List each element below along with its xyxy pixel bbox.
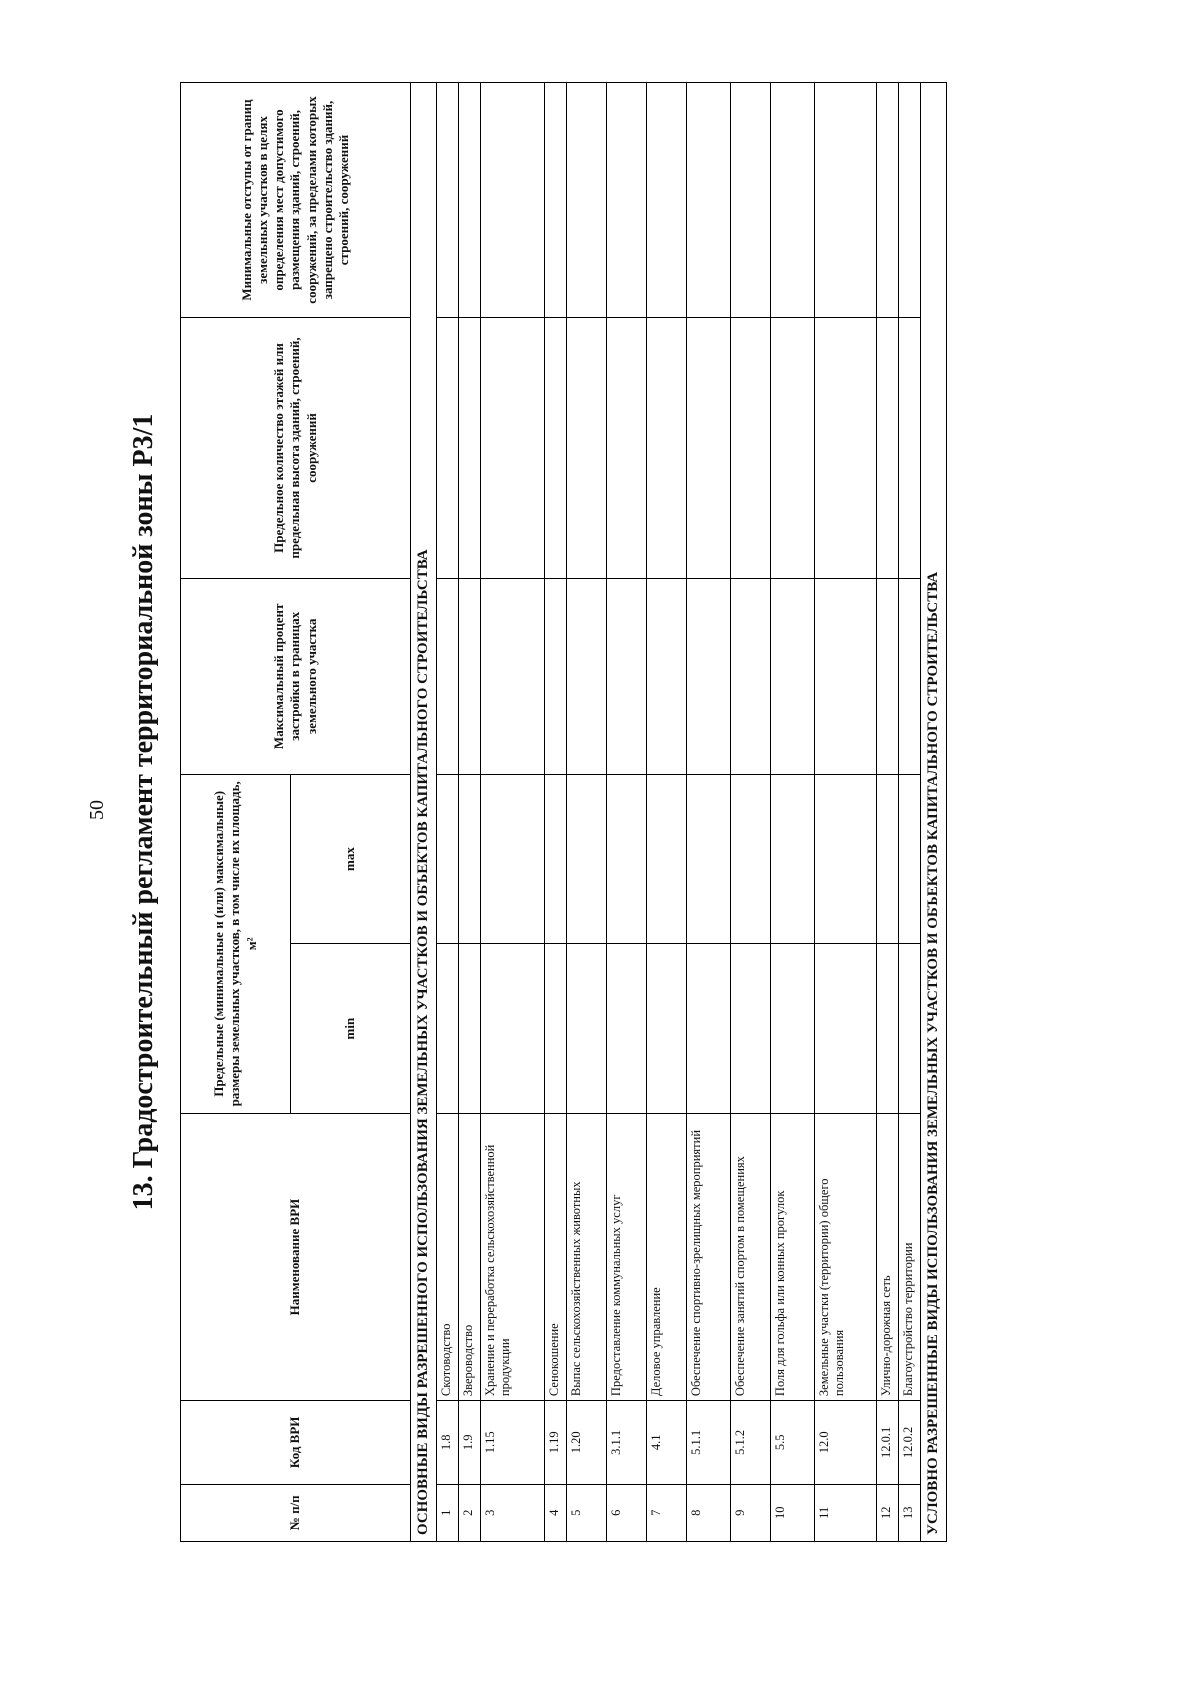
row-empty-cell xyxy=(686,774,730,944)
regulation-table xyxy=(180,82,947,1542)
row-empty-cell xyxy=(646,944,686,1114)
row-empty-cell xyxy=(436,774,458,944)
row-name: Благоустройство территории xyxy=(898,1113,920,1400)
row-num: 13 xyxy=(898,1484,920,1541)
row-empty-cell xyxy=(646,83,686,318)
row-empty-cell xyxy=(770,774,814,944)
row-empty-cell xyxy=(458,944,480,1114)
row-empty-cell xyxy=(686,578,730,774)
header-floors: Предельное количество этажей или предельная высота зданий, строений, сооружений xyxy=(181,317,411,578)
row-code: 5.1.2 xyxy=(730,1401,770,1485)
row-num: 12 xyxy=(876,1484,898,1541)
row-name: Звероводство xyxy=(458,1113,480,1400)
row-num: 3 xyxy=(480,1484,544,1541)
row-empty-cell xyxy=(646,578,686,774)
document-title: 13. Градостроительный регламент территориальной зоны Р3/1 xyxy=(128,413,159,1211)
section-main: ОСНОВНЫЕ ВИДЫ РАЗРЕШЕННОГО ИСПОЛЬЗОВАНИЯ ЗЕМЕЛЬНЫХ УЧАСТКОВ И ОБЪЕКТОВ КАПИТАЛЬНОГО СТРОИТЕЛЬСТВА xyxy=(411,83,437,1542)
row-name: Сенокошение xyxy=(544,1113,566,1400)
row-empty-cell xyxy=(436,578,458,774)
row-empty-cell xyxy=(770,578,814,774)
row-empty-cell xyxy=(686,944,730,1114)
header-max: max xyxy=(291,774,411,944)
page-number: 50 xyxy=(86,800,108,820)
row-empty-cell xyxy=(458,83,480,318)
header-num: № п/п xyxy=(181,1484,411,1541)
row-empty-cell xyxy=(566,578,606,774)
table-row xyxy=(606,83,646,1542)
header-size: Предельные (минимальные и (или) максимальные) размеры земельных участков, в том числе их площадь, м² xyxy=(181,774,291,1113)
row-name: Выпас сельскохозяйственных животных xyxy=(566,1113,606,1400)
table-row xyxy=(770,83,814,1542)
table-row xyxy=(814,83,876,1542)
table-row xyxy=(898,83,920,1542)
row-empty-cell xyxy=(770,944,814,1114)
row-code: 12.0.2 xyxy=(898,1401,920,1485)
table-row xyxy=(646,83,686,1542)
row-empty-cell xyxy=(458,774,480,944)
row-empty-cell xyxy=(876,578,898,774)
row-empty-cell xyxy=(876,317,898,578)
row-name: Земельные участки (территории) общего пользования xyxy=(814,1113,876,1400)
row-empty-cell xyxy=(606,774,646,944)
row-code: 5.5 xyxy=(770,1401,814,1485)
header-min: min xyxy=(291,944,411,1114)
row-empty-cell xyxy=(730,83,770,318)
row-empty-cell xyxy=(814,317,876,578)
section-main-row xyxy=(411,83,437,1542)
row-name: Обеспечение занятий спортом в помещениях xyxy=(730,1113,770,1400)
row-empty-cell xyxy=(566,317,606,578)
row-empty-cell xyxy=(480,317,544,578)
table-row xyxy=(458,83,480,1542)
row-num: 10 xyxy=(770,1484,814,1541)
row-empty-cell xyxy=(566,944,606,1114)
row-empty-cell xyxy=(458,578,480,774)
section-conditional: УСЛОВНО РАЗРЕШЕННЫЕ ВИДЫ ИСПОЛЬЗОВАНИЯ ЗЕМЕЛЬНЫХ УЧАСТКОВ И ОБЪЕКТОВ КАПИТАЛЬНОГО СТРОИТЕЛЬСТВА xyxy=(920,83,946,1542)
row-name: Предоставление коммунальных услуг xyxy=(606,1113,646,1400)
row-num: 4 xyxy=(544,1484,566,1541)
row-empty-cell xyxy=(686,317,730,578)
row-num: 5 xyxy=(566,1484,606,1541)
row-empty-cell xyxy=(876,774,898,944)
row-empty-cell xyxy=(686,83,730,318)
table-row xyxy=(566,83,606,1542)
row-num: 8 xyxy=(686,1484,730,1541)
row-empty-cell xyxy=(458,317,480,578)
table-row xyxy=(876,83,898,1542)
row-num: 7 xyxy=(646,1484,686,1541)
table-row xyxy=(730,83,770,1542)
row-code: 1.8 xyxy=(436,1401,458,1485)
row-empty-cell xyxy=(544,578,566,774)
table-row xyxy=(686,83,730,1542)
row-name: Скотоводство xyxy=(436,1113,458,1400)
row-empty-cell xyxy=(730,774,770,944)
row-name: Хранение и переработка сельскохозяйственной продукции xyxy=(480,1113,544,1400)
row-empty-cell xyxy=(544,944,566,1114)
row-code: 1.20 xyxy=(566,1401,606,1485)
header-name: Наименование ВРИ xyxy=(181,1113,411,1400)
row-name: Обеспечение спортивно-зрелищных мероприятий xyxy=(686,1113,730,1400)
row-empty-cell xyxy=(898,578,920,774)
row-name: Улично-дорожная сеть xyxy=(876,1113,898,1400)
row-empty-cell xyxy=(898,83,920,318)
header-code: Код ВРИ xyxy=(181,1401,411,1485)
row-empty-cell xyxy=(606,317,646,578)
table-row xyxy=(480,83,544,1542)
row-empty-cell xyxy=(730,944,770,1114)
row-code: 3.1.1 xyxy=(606,1401,646,1485)
row-empty-cell xyxy=(544,83,566,318)
row-num: 1 xyxy=(436,1484,458,1541)
row-empty-cell xyxy=(566,774,606,944)
row-empty-cell xyxy=(876,83,898,318)
row-empty-cell xyxy=(730,317,770,578)
row-empty-cell xyxy=(544,774,566,944)
row-num: 2 xyxy=(458,1484,480,1541)
rotated-page xyxy=(120,82,1060,1542)
row-num: 6 xyxy=(606,1484,646,1541)
row-empty-cell xyxy=(544,317,566,578)
row-empty-cell xyxy=(606,944,646,1114)
row-empty-cell xyxy=(898,774,920,944)
row-code: 4.1 xyxy=(646,1401,686,1485)
table-row xyxy=(436,83,458,1542)
row-empty-cell xyxy=(730,578,770,774)
row-empty-cell xyxy=(770,317,814,578)
section-conditional-row xyxy=(920,83,946,1542)
row-empty-cell xyxy=(480,578,544,774)
row-name: Деловое управление xyxy=(646,1113,686,1400)
row-num: 9 xyxy=(730,1484,770,1541)
row-empty-cell xyxy=(898,944,920,1114)
row-empty-cell xyxy=(480,774,544,944)
row-code: 1.9 xyxy=(458,1401,480,1485)
row-empty-cell xyxy=(480,83,544,318)
row-empty-cell xyxy=(436,83,458,318)
row-empty-cell xyxy=(436,944,458,1114)
row-code: 12.0.1 xyxy=(876,1401,898,1485)
row-empty-cell xyxy=(814,774,876,944)
table-row xyxy=(544,83,566,1542)
row-num: 11 xyxy=(814,1484,876,1541)
row-empty-cell xyxy=(814,578,876,774)
row-empty-cell xyxy=(814,83,876,318)
row-name: Поля для гольфа или конных прогулок xyxy=(770,1113,814,1400)
table-body xyxy=(411,83,947,1542)
row-empty-cell xyxy=(814,944,876,1114)
row-code: 12.0 xyxy=(814,1401,876,1485)
row-empty-cell xyxy=(606,578,646,774)
row-empty-cell xyxy=(436,317,458,578)
row-empty-cell xyxy=(876,944,898,1114)
row-code: 1.19 xyxy=(544,1401,566,1485)
row-empty-cell xyxy=(606,83,646,318)
row-empty-cell xyxy=(480,944,544,1114)
row-code: 5.1.1 xyxy=(686,1401,730,1485)
row-empty-cell xyxy=(898,317,920,578)
row-empty-cell xyxy=(566,83,606,318)
header-setback: Минимальные отступы от границ земельных участков в целях определения мест допустимого размещения зданий, строений, сооружений, за пределами которых запрещено строительство зданий, строений, сооружений xyxy=(181,83,411,318)
row-empty-cell xyxy=(770,83,814,318)
header-percent: Максимальный процент застройки в границах земельного участка xyxy=(181,578,411,774)
row-code: 1.15 xyxy=(480,1401,544,1485)
row-empty-cell xyxy=(646,774,686,944)
row-empty-cell xyxy=(646,317,686,578)
